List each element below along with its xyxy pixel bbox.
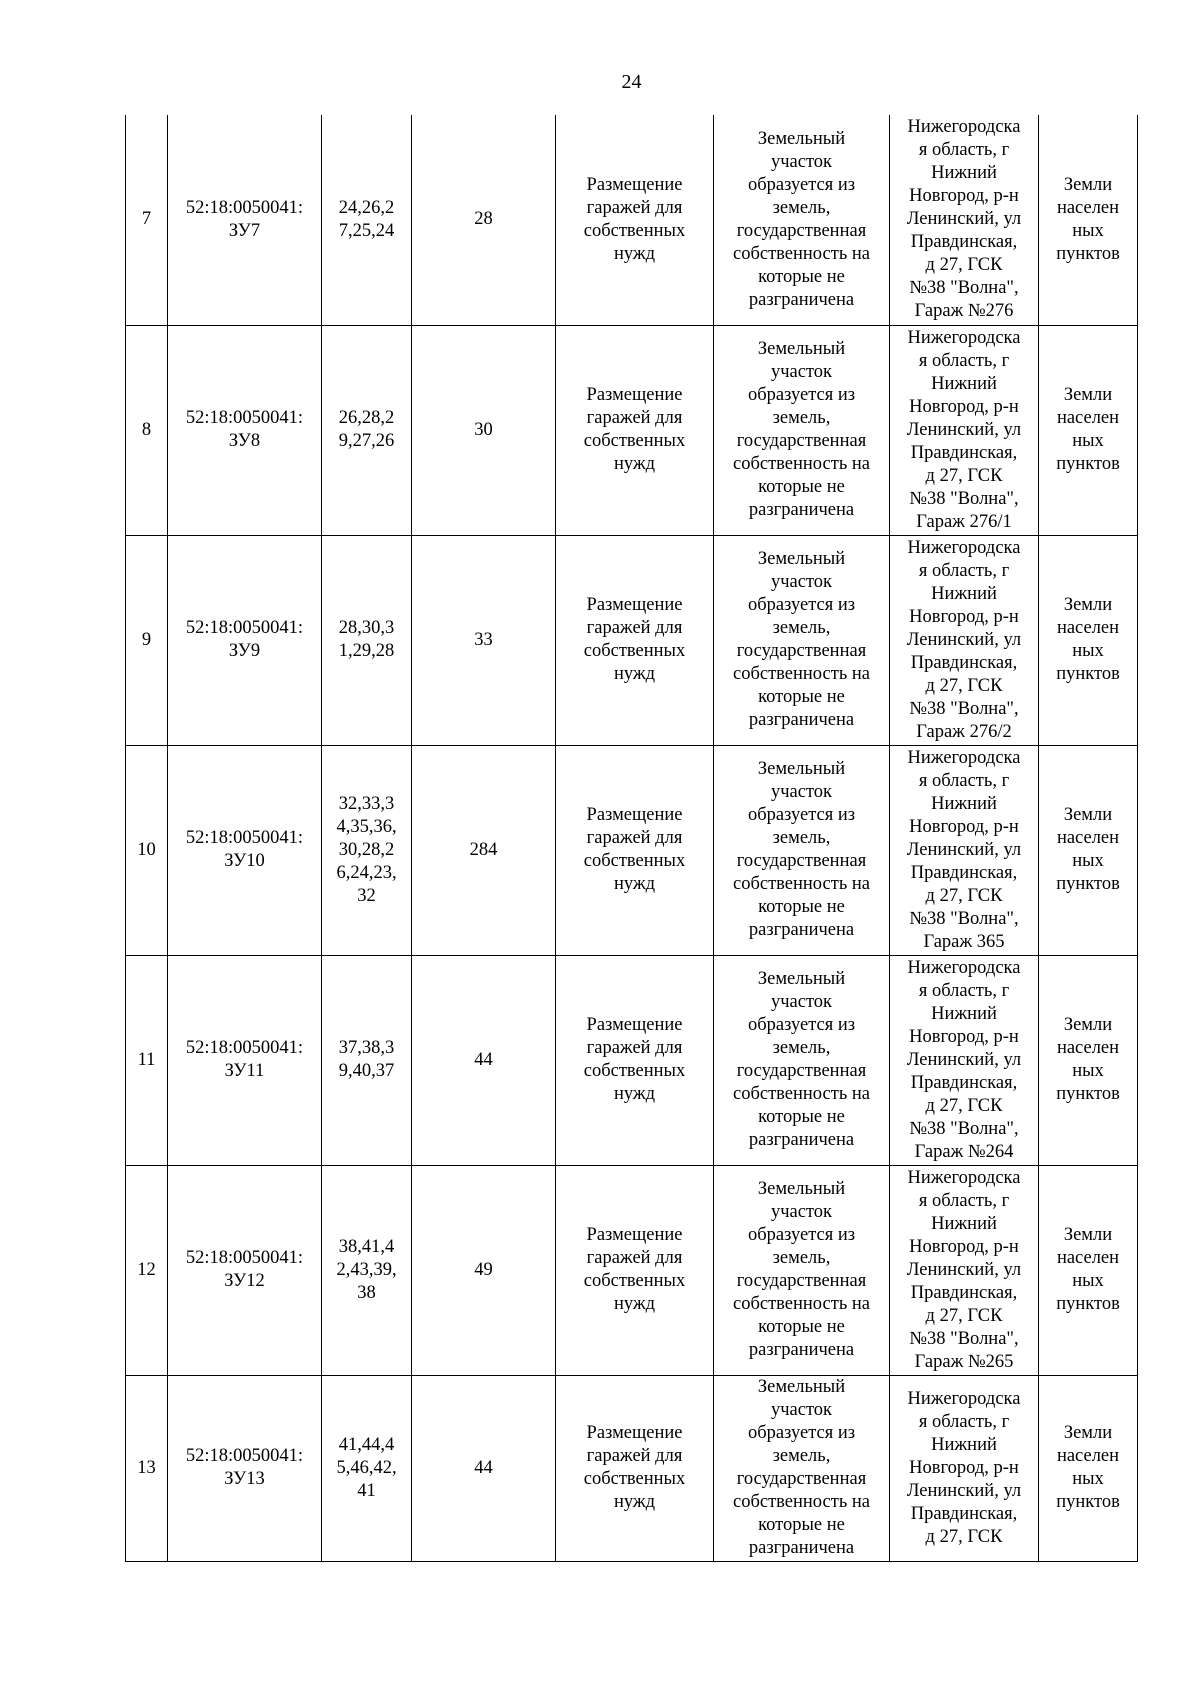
boundary-points-cell: 32,33,3 4,35,36, 30,28,2 6,24,23, 32 xyxy=(322,745,412,955)
cadastral-number-cell: 52:18:0050041: ЗУ10 xyxy=(168,745,322,955)
area-cell: 49 xyxy=(412,1165,556,1375)
area-cell: 30 xyxy=(412,325,556,535)
permitted-use-cell: Размещение гаражей для собственных нужд xyxy=(556,535,714,745)
area-cell: 44 xyxy=(412,1375,556,1561)
land-plots-table xyxy=(125,115,1138,1562)
cadastral-number-cell: 52:18:0050041: ЗУ12 xyxy=(168,1165,322,1375)
formation-source-cell: Земельный участок образуется из земель, государственная собственность на которые не разграничена xyxy=(714,1165,890,1375)
cadastral-number-cell: 52:18:0050041: ЗУ13 xyxy=(168,1375,322,1561)
area-cell: 284 xyxy=(412,745,556,955)
cadastral-number-cell: 52:18:0050041: ЗУ7 xyxy=(168,115,322,325)
land-category-cell: Земли населен ных пунктов xyxy=(1039,955,1138,1165)
address-cell: Нижегородска я область, г Нижний Новгород, р-н Ленинский, ул Правдинская, д 27, ГСК №38 "Волна", Гараж 365 xyxy=(890,745,1039,955)
table-row xyxy=(126,325,1138,535)
permitted-use-cell: Размещение гаражей для собственных нужд xyxy=(556,1165,714,1375)
address-cell: Нижегородска я область, г Нижний Новгород, р-н Ленинский, ул Правдинская, д 27, ГСК xyxy=(890,1375,1039,1561)
formation-source-cell: Земельный участок образуется из земель, государственная собственность на которые не разграничена xyxy=(714,1375,890,1561)
land-category-cell: Земли населен ных пунктов xyxy=(1039,745,1138,955)
row-number-cell: 11 xyxy=(126,955,168,1165)
boundary-points-cell: 28,30,3 1,29,28 xyxy=(322,535,412,745)
boundary-points-cell: 26,28,2 9,27,26 xyxy=(322,325,412,535)
permitted-use-cell: Размещение гаражей для собственных нужд xyxy=(556,745,714,955)
land-category-cell: Земли населен ных пунктов xyxy=(1039,325,1138,535)
land-category-cell: Земли населен ных пунктов xyxy=(1039,1165,1138,1375)
table-row xyxy=(126,115,1138,325)
area-cell: 44 xyxy=(412,955,556,1165)
address-cell: Нижегородска я область, г Нижний Новгород, р-н Ленинский, ул Правдинская, д 27, ГСК №38 "Волна", Гараж 276/2 xyxy=(890,535,1039,745)
boundary-points-cell: 38,41,4 2,43,39, 38 xyxy=(322,1165,412,1375)
address-cell: Нижегородска я область, г Нижний Новгород, р-н Ленинский, ул Правдинская, д 27, ГСК №38 "Волна", Гараж №265 xyxy=(890,1165,1039,1375)
address-cell: Нижегородска я область, г Нижний Новгород, р-н Ленинский, ул Правдинская, д 27, ГСК №38 "Волна", Гараж 276/1 xyxy=(890,325,1039,535)
permitted-use-cell: Размещение гаражей для собственных нужд xyxy=(556,1375,714,1561)
cadastral-number-cell: 52:18:0050041: ЗУ8 xyxy=(168,325,322,535)
table-row xyxy=(126,745,1138,955)
permitted-use-cell: Размещение гаражей для собственных нужд xyxy=(556,325,714,535)
formation-source-cell: Земельный участок образуется из земель, государственная собственность на которые не разграничена xyxy=(714,535,890,745)
cadastral-number-cell: 52:18:0050041: ЗУ11 xyxy=(168,955,322,1165)
area-cell: 33 xyxy=(412,535,556,745)
boundary-points-cell: 24,26,2 7,25,24 xyxy=(322,115,412,325)
boundary-points-cell: 41,44,4 5,46,42, 41 xyxy=(322,1375,412,1561)
table-row xyxy=(126,1375,1138,1561)
formation-source-cell: Земельный участок образуется из земель, государственная собственность на которые не разграничена xyxy=(714,115,890,325)
table-row xyxy=(126,1165,1138,1375)
table-row xyxy=(126,955,1138,1165)
row-number-cell: 7 xyxy=(126,115,168,325)
permitted-use-cell: Размещение гаражей для собственных нужд xyxy=(556,115,714,325)
land-category-cell: Земли населен ных пунктов xyxy=(1039,115,1138,325)
address-cell: Нижегородска я область, г Нижний Новгород, р-н Ленинский, ул Правдинская, д 27, ГСК №38 "Волна", Гараж №264 xyxy=(890,955,1039,1165)
area-cell: 28 xyxy=(412,115,556,325)
row-number-cell: 8 xyxy=(126,325,168,535)
formation-source-cell: Земельный участок образуется из земель, государственная собственность на которые не разграничена xyxy=(714,325,890,535)
table-row xyxy=(126,535,1138,745)
land-category-cell: Земли населен ных пунктов xyxy=(1039,535,1138,745)
address-cell: Нижегородска я область, г Нижний Новгород, р-н Ленинский, ул Правдинская, д 27, ГСК №38 "Волна", Гараж №276 xyxy=(890,115,1039,325)
row-number-cell: 12 xyxy=(126,1165,168,1375)
permitted-use-cell: Размещение гаражей для собственных нужд xyxy=(556,955,714,1165)
row-number-cell: 13 xyxy=(126,1375,168,1561)
boundary-points-cell: 37,38,3 9,40,37 xyxy=(322,955,412,1165)
formation-source-cell: Земельный участок образуется из земель, государственная собственность на которые не разграничена xyxy=(714,745,890,955)
formation-source-cell: Земельный участок образуется из земель, государственная собственность на которые не разграничена xyxy=(714,955,890,1165)
cadastral-number-cell: 52:18:0050041: ЗУ9 xyxy=(168,535,322,745)
page-number: 24 xyxy=(621,71,642,93)
row-number-cell: 10 xyxy=(126,745,168,955)
land-category-cell: Земли населен ных пунктов xyxy=(1039,1375,1138,1561)
row-number-cell: 9 xyxy=(126,535,168,745)
